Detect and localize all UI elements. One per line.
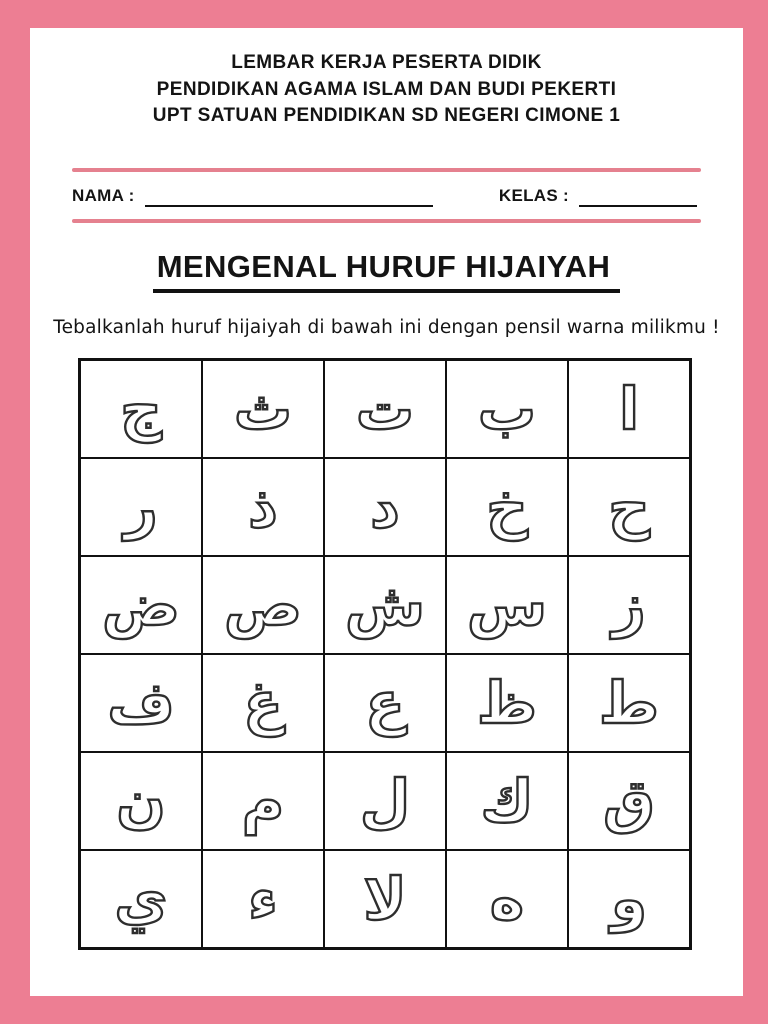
letter-cell-lam [324, 752, 446, 850]
header [30, 50, 743, 130]
hijaiyah-letter-tha: ط [598, 668, 660, 737]
sheet [30, 28, 743, 996]
letter-cell-alif [568, 360, 690, 458]
letter-cell-lam-alif [324, 850, 446, 948]
letter-cell-tsa [202, 360, 324, 458]
hijaiyah-letter-wau: و [610, 864, 648, 933]
hijaiyah-letter-zha: ظ [476, 668, 538, 737]
name-blank-line [145, 187, 433, 207]
hijaiyah-letter-jim: ج [120, 374, 162, 443]
letter-cell-kaf [446, 752, 568, 850]
letter-cell-zha [446, 654, 568, 752]
hijaiyah-letter-mim: م [241, 766, 285, 835]
hijaiyah-letter-sin: س [466, 570, 548, 639]
letter-cell-tha [568, 654, 690, 752]
hijaiyah-letter-zai: ز [612, 570, 646, 639]
letter-cell-jim [80, 360, 202, 458]
hijaiyah-letter-ba: ب [477, 374, 537, 443]
letter-cell-ra [80, 458, 202, 556]
hijaiyah-letter-dzal: ذ [248, 472, 278, 541]
hijaiyah-grid [78, 358, 692, 950]
letter-cell-syin [324, 556, 446, 654]
letter-cell-ba [446, 360, 568, 458]
hijaiyah-letter-ghain: غ [243, 668, 283, 737]
identity-row [72, 186, 697, 207]
letter-cell-dhad [80, 556, 202, 654]
hijaiyah-letter-fa: ف [107, 668, 175, 737]
letter-cell-dal [324, 458, 446, 556]
hijaiyah-letter-ha: ح [608, 472, 650, 541]
letter-cell-kha [446, 458, 568, 556]
letter-cell-hamzah [202, 850, 324, 948]
header-line-2: PENDIDIKAN AGAMA ISLAM DAN BUDI PEKERTI [156, 78, 617, 100]
letter-cell-ain [324, 654, 446, 752]
divider-top [72, 168, 701, 172]
hijaiyah-letter-qaf: ق [603, 766, 655, 835]
letter-cell-fa [80, 654, 202, 752]
hijaiyah-letter-syin: ش [344, 570, 426, 639]
hijaiyah-letter-nun: ن [116, 766, 166, 835]
letter-cell-zai [568, 556, 690, 654]
hijaiyah-letter-dhad: ض [101, 570, 181, 639]
letter-cell-dzal [202, 458, 324, 556]
hijaiyah-letter-kha: خ [486, 472, 528, 541]
hijaiyah-letter-dal: د [370, 472, 400, 541]
hijaiyah-letter-lam-alif: لا [363, 864, 407, 933]
letter-cell-nun [80, 752, 202, 850]
letter-cell-ha [568, 458, 690, 556]
hijaiyah-letter-ra: ر [124, 472, 158, 541]
hijaiyah-letter-ya: ي [114, 864, 168, 933]
letter-cell-shad [202, 556, 324, 654]
letter-cell-ha-2 [446, 850, 568, 948]
letter-cell-ya [80, 850, 202, 948]
class-blank-line [579, 187, 697, 207]
instruction-text: Tebalkanlah huruf hijaiyah di bawah ini dengan pensil warna milikmu ! [53, 316, 720, 338]
header-line-3: UPT SATUAN PENDIDIKAN SD NEGERI CIMONE 1 [152, 105, 621, 127]
letter-cell-mim [202, 752, 324, 850]
letter-cell-wau [568, 850, 690, 948]
letter-cell-ta [324, 360, 446, 458]
letter-cell-ghain [202, 654, 324, 752]
letter-cell-sin [446, 556, 568, 654]
hijaiyah-letter-ta: ت [355, 374, 415, 443]
hijaiyah-letter-lam: ل [359, 766, 411, 835]
divider-bottom [72, 219, 701, 223]
page-title: MENGENAL HURUF HIJAIYAH [153, 249, 621, 293]
header-line-1: LEMBAR KERJA PESERTA DIDIK [231, 52, 542, 73]
hijaiyah-letter-kaf: ك [480, 766, 534, 835]
name-label: NAMA : [72, 185, 135, 205]
hijaiyah-letter-alif: ا [619, 374, 639, 443]
hijaiyah-letter-ain: ع [365, 668, 405, 737]
hijaiyah-letter-tsa: ث [233, 374, 293, 443]
hijaiyah-letter-hamzah: ء [248, 864, 278, 933]
letter-cell-qaf [568, 752, 690, 850]
class-label: KELAS : [498, 185, 569, 205]
hijaiyah-letter-shad: ص [223, 570, 303, 639]
hijaiyah-letter-ha-2: ه [489, 864, 525, 933]
title-row [30, 249, 743, 293]
